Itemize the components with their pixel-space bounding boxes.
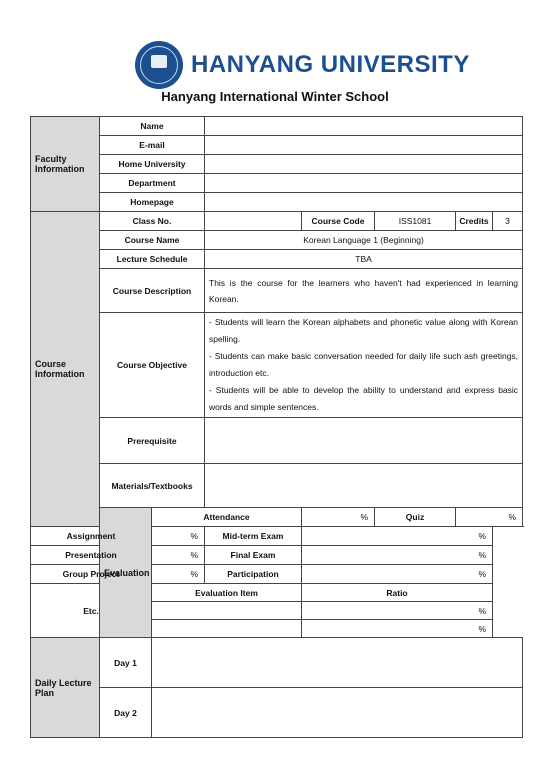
- class-no-field[interactable]: [205, 212, 302, 231]
- objective-item: - Students can make basic conversation needed for daily life such ash greetings, introduction etc.: [209, 351, 519, 378]
- department-field[interactable]: [205, 174, 523, 193]
- objective-item: - Students will learn the Korean alphabets and phonetic value along with Korean spelling.: [209, 317, 519, 344]
- lecture-schedule-value: TBA: [205, 250, 523, 269]
- attendance-percent[interactable]: %: [302, 508, 375, 527]
- etc-item-field[interactable]: [152, 602, 302, 620]
- midterm-label: Mid-term Exam: [205, 527, 302, 546]
- prerequisite-field[interactable]: [205, 418, 523, 464]
- assignment-label: Assignment: [31, 527, 152, 546]
- university-logo: [135, 41, 470, 89]
- evaluation-section-label: Evaluation: [100, 508, 152, 638]
- etc-ratio-field[interactable]: %: [302, 620, 493, 638]
- presentation-label: Presentation: [31, 546, 152, 565]
- course-code-value: ISS1081: [375, 212, 456, 231]
- ratio-header: Ratio: [302, 584, 493, 602]
- credits-value: 3: [493, 212, 523, 231]
- email-label: E-mail: [100, 136, 205, 155]
- attendance-label: Attendance: [152, 508, 302, 527]
- home-university-field[interactable]: [205, 155, 523, 174]
- day-2-field[interactable]: [152, 688, 523, 738]
- name-label: Name: [100, 117, 205, 136]
- daily-plan-section-label: Daily Lecture Plan: [31, 638, 100, 738]
- homepage-label: Homepage: [100, 193, 205, 212]
- quiz-label: Quiz: [375, 508, 456, 527]
- course-objective-value: [205, 313, 523, 418]
- email-field[interactable]: [205, 136, 523, 155]
- course-code-label: Course Code: [302, 212, 375, 231]
- credits-label: Credits: [456, 212, 493, 231]
- participation-percent[interactable]: %: [302, 565, 493, 584]
- syllabus-form: [30, 116, 523, 738]
- university-name: HANYANG UNIVERSITY: [191, 51, 470, 78]
- name-field[interactable]: [205, 117, 523, 136]
- course-name-value: Korean Language 1 (Beginning): [205, 231, 523, 250]
- objective-item: - Students will be able to develop the ability to understand and express basic words and simple sentences.: [209, 385, 519, 412]
- day-2-label: Day 2: [100, 688, 152, 738]
- course-objective-label: Course Objective: [100, 313, 205, 418]
- course-section-label: Course Information: [31, 212, 100, 527]
- university-seal-icon: [135, 41, 183, 89]
- group-project-label: Group Project: [31, 565, 152, 584]
- participation-label: Participation: [205, 565, 302, 584]
- group-project-percent[interactable]: %: [152, 565, 205, 584]
- home-university-label: Home University: [100, 155, 205, 174]
- lecture-schedule-label: Lecture Schedule: [100, 250, 205, 269]
- evaluation-item-header: Evaluation Item: [152, 584, 302, 602]
- course-name-label: Course Name: [100, 231, 205, 250]
- materials-label: Materials/Textbooks: [100, 464, 205, 508]
- quiz-percent[interactable]: %: [456, 508, 523, 527]
- faculty-section-label: Faculty Information: [31, 117, 100, 212]
- homepage-field[interactable]: [205, 193, 523, 212]
- midterm-percent[interactable]: %: [302, 527, 493, 546]
- day-1-label: Day 1: [100, 638, 152, 688]
- course-description-label: Course Description: [100, 269, 205, 313]
- assignment-percent[interactable]: %: [152, 527, 205, 546]
- etc-item-field[interactable]: [152, 620, 302, 638]
- class-no-label: Class No.: [100, 212, 205, 231]
- etc-ratio-field[interactable]: %: [302, 602, 493, 620]
- day-1-field[interactable]: [152, 638, 523, 688]
- final-exam-percent[interactable]: %: [302, 546, 493, 565]
- course-description-value: This is the course for the learners who haven't had experienced in learning Korean.: [205, 269, 523, 313]
- materials-field[interactable]: [205, 464, 523, 508]
- presentation-percent[interactable]: %: [152, 546, 205, 565]
- page-title: Hanyang International Winter School: [161, 89, 389, 104]
- department-label: Department: [100, 174, 205, 193]
- final-exam-label: Final Exam: [205, 546, 302, 565]
- prerequisite-label: Prerequisite: [100, 418, 205, 464]
- etc-label: Etc.: [31, 584, 152, 638]
